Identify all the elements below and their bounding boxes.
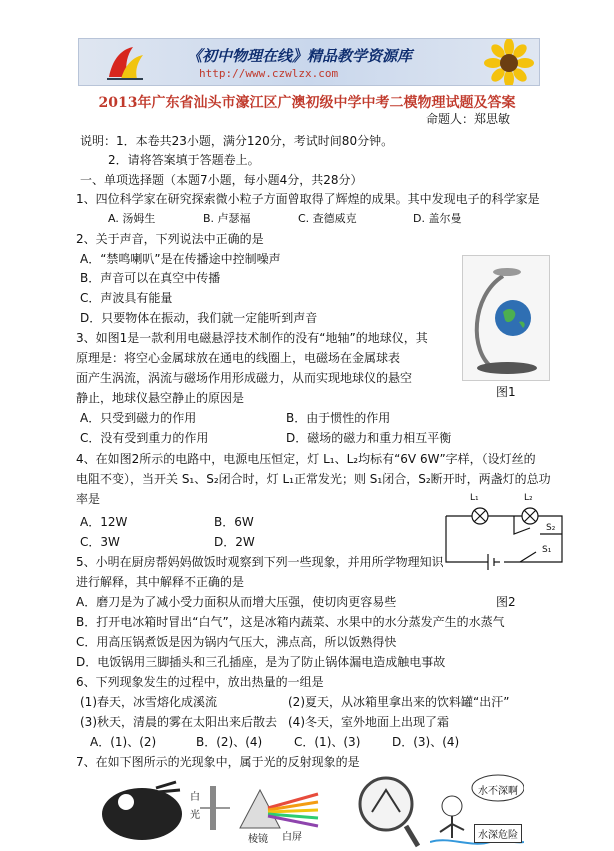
q2-option-c: C．声波具有能量	[80, 291, 173, 305]
switch-s2-label: S₂	[546, 523, 556, 533]
shadow-puppet-icon	[96, 778, 188, 848]
q4-option-c: C．3W	[80, 535, 120, 549]
q6-stem: 6、下列现象发生的过程中，放出热量的一组是	[76, 675, 324, 689]
q5-option-a: A．磨刀是为了减小受力面积从而增大压强，使切肉更容易些	[76, 595, 397, 609]
q1-option-c: C. 查德威克	[298, 212, 357, 225]
q4-line-1: 4、在如图2所示的电路中，电源电压恒定，灯 L₁、L₂均标有“6V 6W”字样，（设灯丝的	[76, 452, 536, 466]
q3-option-b: B．由于惯性的作用	[286, 411, 391, 425]
circuit-diagram	[440, 494, 570, 574]
magnifier-icon	[356, 772, 420, 848]
warning-sign: 水深危险	[474, 824, 522, 843]
banner-slogan: 《初中物理在线》精品教学资源库	[187, 47, 413, 65]
q4-line-3: 率是	[76, 492, 101, 506]
q3-option-c: C．没有受到重力的作用	[80, 431, 209, 445]
lamp-l1-label: L₁	[470, 493, 479, 503]
q1-stem: 1、四位科学家在研究探索微小粒子方面曾取得了辉煌的成果。其中发现电子的科学家是	[76, 192, 540, 206]
switch-s1-label: S₁	[542, 545, 552, 555]
q5-line-1: 5、小明在厨房帮妈妈做饭时观察到下列一些现象，并用所学物理知识	[76, 555, 444, 569]
q7-stem: 7、在如下图所示的光现象中，属于光的反射现象的是	[76, 755, 360, 769]
levitating-globe-icon	[463, 256, 549, 380]
q5-option-c: C．用高压锅煮饭是因为锅内气压大，沸点高，所以饭熟得快	[76, 635, 397, 649]
q6-item-3: (3)秋天，清晨的雾在太阳出来后散去	[80, 715, 277, 729]
q1-option-b: B. 卢瑟福	[203, 212, 251, 225]
q3-line-4: 静止，地球仪悬空静止的原因是	[76, 391, 245, 405]
figure-2-circuit	[440, 494, 570, 574]
white-screen-label: 白屏	[282, 832, 302, 843]
q2-stem: 2、关于声音，下列说法中正确的是	[76, 232, 264, 246]
figure-1-globe	[462, 255, 550, 381]
q5-option-b: B．打开电冰箱时冒出“白气”，这是冰箱内蔬菜、水果中的水分蒸发产生的水蒸气	[76, 615, 505, 629]
q4-line-2: 电阻不变），当开关 S₁、S₂闭合时，灯 L₁正常发光；则 S₁闭合，S₂断开时，两盏灯的总功	[76, 472, 551, 486]
q3-line-3: 面产生涡流，涡流与磁场作用形成磁力，从而实现地球仪的悬空	[76, 371, 413, 385]
q3-option-a: A．只受到磁力的作用	[80, 411, 197, 425]
lamp-l2-label: L₂	[524, 493, 533, 503]
figure-2-label: 图2	[496, 595, 516, 609]
header-banner	[78, 38, 540, 86]
q4-option-d: D．2W	[214, 535, 255, 549]
page-title: 2013年广东省汕头市濠江区广澳初级中学中考二模物理试题及答案	[98, 95, 516, 111]
section-heading: 一、单项选择题（本题7小题，每小题4分，共28分）	[80, 173, 363, 187]
q2-option-a: A．“禁鸣喇叭”是在传播途中控制噪声	[80, 252, 281, 266]
q6-option-a: A．(1)、(2)	[90, 735, 157, 749]
prism-dispersion-icon	[200, 780, 320, 836]
q2-option-b: B．声音可以在真空中传播	[80, 271, 221, 285]
q6-option-d: D．(3)、(4)	[392, 735, 460, 749]
q6-item-1: (1)春天，冰雪熔化成溪流	[80, 695, 217, 709]
prism-label: 棱镜	[248, 834, 268, 845]
instructions-line-2: 2．请将答案填于答题卷上。	[108, 153, 260, 167]
white-light-label-2: 光	[190, 810, 200, 821]
q4-option-b: B．6W	[214, 515, 254, 529]
q4-option-a: A．12W	[80, 515, 128, 529]
sunflower-icon	[469, 39, 540, 86]
q5-line-2: 进行解释，其中解释不正确的是	[76, 575, 245, 589]
q3-line-1: 3、如图1是一款利用电磁悬浮技术制作的没有“地轴”的地球仪，其	[76, 331, 428, 345]
q1-option-d: D. 盖尔曼	[413, 212, 462, 225]
q6-option-c: C．(1)、(3)	[294, 735, 361, 749]
thought-bubble-text: 水不深啊	[478, 786, 518, 797]
banner-url[interactable]: http://www.czwlzx.com	[199, 67, 339, 80]
figure-1-label: 图1	[496, 385, 516, 399]
q3-line-2: 原理是：将空心金属球放在通电的线圈上，电磁场在金属球表	[76, 351, 401, 365]
q6-item-4: (4)冬天，室外地面上出现了霜	[288, 715, 449, 729]
q3-option-d: D．磁场的磁力和重力相互平衡	[286, 431, 452, 445]
q1-option-a: A. 汤姆生	[108, 212, 156, 225]
q6-item-2: (2)夏天，从冰箱里拿出来的饮料罐“出汗”	[288, 695, 510, 709]
q5-option-d: D．电饭锅用三脚插头和三孔插座，是为了防止锅体漏电造成触电事故	[76, 655, 446, 669]
q6-option-b: B．(2)、(4)	[196, 735, 263, 749]
site-logo-icon	[103, 43, 147, 83]
q2-option-d: D．只要物体在振动，我们就一定能听到声音	[80, 311, 318, 325]
author-line: 命题人：郑思敏	[426, 112, 511, 126]
white-light-label-1: 白	[190, 792, 200, 803]
instructions-line-1: 说明：1．本卷共23小题，满分120分，考试时间80分钟。	[80, 134, 394, 148]
